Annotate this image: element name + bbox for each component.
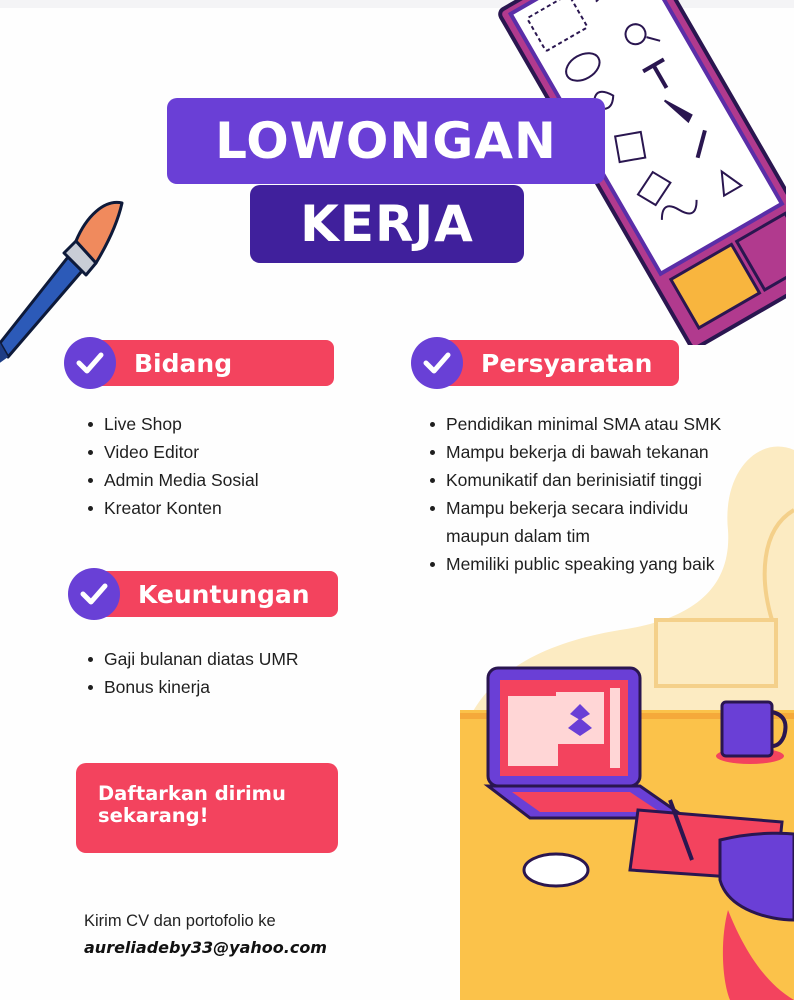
list-item: Komunikatif dan berinisiatif tinggi [426, 466, 744, 494]
check-icon [68, 568, 120, 620]
list-item: Mampu bekerja di bawah tekanan [426, 438, 744, 466]
check-icon [411, 337, 463, 389]
list-item: Admin Media Sosial [84, 466, 404, 494]
section-keuntungan-header [68, 571, 338, 617]
section-persyaratan-header [411, 340, 679, 386]
section-persyaratan-label: Persyaratan [481, 348, 653, 378]
section-bidang-header [64, 340, 334, 386]
register-button-line-2: sekarang! [98, 804, 209, 827]
keuntungan-list [84, 645, 404, 701]
list-item: Pendidikan minimal SMA atau SMK [426, 410, 744, 438]
bidang-list [84, 410, 404, 522]
title-line-2-block [250, 185, 524, 263]
title-line-1: LOWONGAN [215, 112, 557, 170]
list-item: Gaji bulanan diatas UMR [84, 645, 404, 673]
list-item: Mampu bekerja secara individu maupun dalam tim [426, 494, 744, 550]
register-button-line-1: Daftarkan dirimu [98, 782, 286, 805]
title-line-1-block [167, 98, 605, 184]
list-item: Video Editor [84, 438, 404, 466]
persyaratan-list [426, 410, 744, 578]
footer-instruction: Kirim CV dan portofolio ke [84, 912, 276, 930]
check-icon [64, 337, 116, 389]
list-item: Bonus kinerja [84, 673, 404, 701]
title-line-2: KERJA [300, 195, 474, 253]
register-button[interactable] [76, 763, 338, 853]
section-bidang-label: Bidang [134, 348, 233, 378]
section-keuntungan-label: Keuntungan [138, 579, 310, 609]
list-item: Live Shop [84, 410, 404, 438]
list-item: Memiliki public speaking yang baik [426, 550, 744, 578]
footer-email-link[interactable]: aureliadeby33@yahoo.com [84, 938, 327, 957]
list-item: Kreator Konten [84, 494, 404, 522]
